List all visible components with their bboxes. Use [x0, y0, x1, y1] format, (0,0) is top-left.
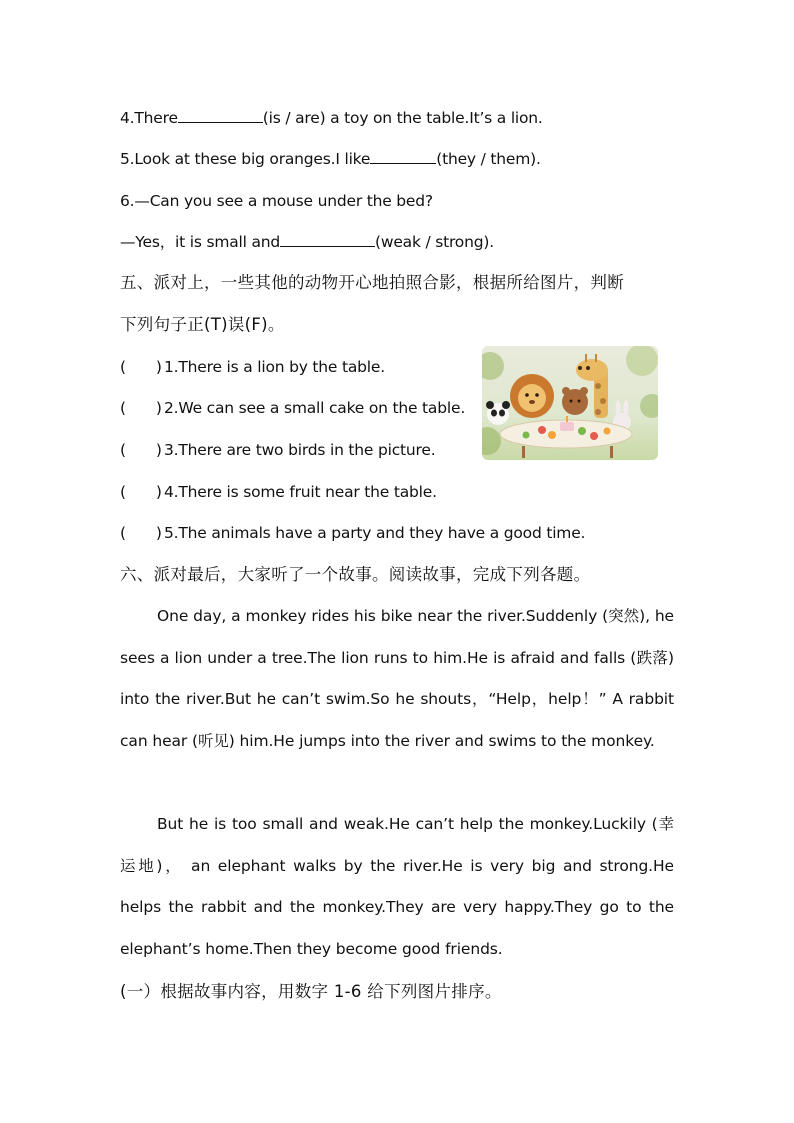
- q4-answer-blank[interactable]: [178, 108, 263, 123]
- story-paragraph-1: One day, a monkey rides his bike near the river.Suddenly (突然), he sees a lion under a tree.The lion runs to him.He is afraid and falls (跌落) into the river.But he can’t swim.So he shouts，“Help，help！” A rabbit can hear (听见) him.He jumps into the river and swims to the monkey.: [120, 607, 674, 750]
- tf-item-4: [120, 482, 437, 502]
- question-6-line1: 6.—Can you see a mouse under the bed?: [120, 192, 433, 210]
- q5-answer-blank[interactable]: [370, 149, 436, 164]
- animal-party-illustration: [482, 346, 658, 460]
- tf-answer-box-4[interactable]: ( ): [120, 483, 162, 501]
- tf-item-2-text: 2.We can see a small cake on the table.: [164, 399, 466, 417]
- tf-answer-box-1[interactable]: ( ): [120, 358, 162, 376]
- q4-text-after: (is / are) a toy on the table.It’s a lion.: [262, 109, 543, 127]
- question-6-line2: [120, 232, 494, 252]
- tf-item-1: [120, 357, 385, 377]
- question-4: [120, 108, 543, 128]
- section-5-heading-line2: 下列句子正(T)误(F)。: [120, 315, 285, 334]
- tf-answer-box-5[interactable]: ( ): [120, 524, 162, 542]
- tf-answer-box-2[interactable]: ( ): [120, 399, 162, 417]
- tf-item-2: [120, 398, 465, 418]
- tf-item-1-text: 1.There is a lion by the table.: [164, 358, 385, 376]
- tf-item-3-text: 3.There are two birds in the picture.: [164, 441, 436, 459]
- section-6-heading: 六、派对最后，大家听了一个故事。阅读故事，完成下列各题。: [120, 565, 591, 584]
- section-5-heading-line1: 五、派对上，一些其他的动物开心地拍照合影，根据所给图片，判断: [120, 273, 624, 292]
- tf-item-3: [120, 440, 435, 460]
- tf-item-5: [120, 523, 585, 543]
- story-paragraph-2: But he is too small and weak.He can’t help the monkey.Luckily (幸运地)， an elephant walks by the river.He is very big and strong.He helps the rabbit and the monkey.They are very happy.They go to the elephant’s home.Then they become good friends.: [120, 815, 674, 958]
- q4-text-before: 4.There: [120, 109, 178, 127]
- tf-answer-box-3[interactable]: ( ): [120, 441, 162, 459]
- q6-text-after: (weak / strong).: [375, 233, 494, 251]
- q6-answer-blank[interactable]: [280, 232, 375, 247]
- q5-text-after: (they / them).: [436, 150, 541, 168]
- party-scene-image: [482, 346, 658, 460]
- question-5: [120, 149, 541, 169]
- q6-text-before: —Yes，it is small and: [120, 233, 281, 251]
- tf-item-4-text: 4.There is some fruit near the table.: [164, 483, 437, 501]
- q5-text-before: 5.Look at these big oranges.I like: [120, 150, 371, 168]
- tf-item-5-text: 5.The animals have a party and they have a good time.: [164, 524, 586, 542]
- sub-question-heading: (一）根据故事内容，用数字 1-6 给下列图片排序。: [120, 982, 502, 1001]
